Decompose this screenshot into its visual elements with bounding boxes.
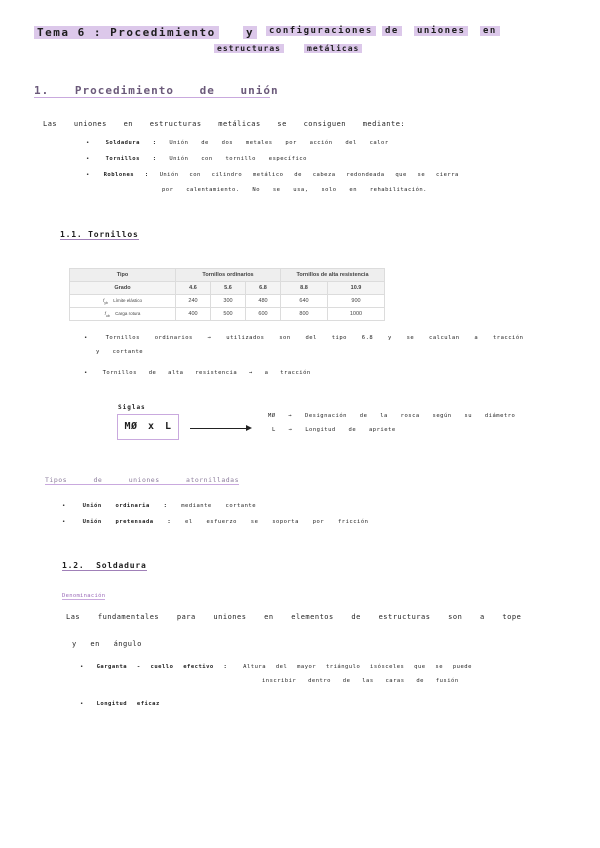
bullet-term: Roblones : — [103, 172, 149, 178]
table-cell: 800 — [281, 308, 328, 321]
bullet-desc: Altura del mayor triángulo isósceles que se puede — [243, 664, 472, 670]
list-item — [80, 701, 160, 707]
title-word: de — [382, 26, 402, 36]
table-cell: 500 — [211, 308, 246, 321]
table-cell: 240 — [176, 295, 211, 308]
table-cell: Grado — [70, 282, 176, 295]
subsection-heading: 1.1. Tornillos — [60, 230, 139, 239]
bullet-desc: Unión con tornillo específico — [169, 156, 307, 162]
list-item — [86, 140, 466, 146]
list-item — [80, 664, 570, 670]
subsection-heading: 1.2. Soldadura — [62, 561, 147, 570]
symbol-sub: ub — [105, 313, 110, 318]
table-cell: 5.6 — [211, 282, 246, 295]
bullet-term: Unión pretensada : — [82, 519, 172, 525]
list-item — [84, 370, 384, 376]
note-text: Tornillos de alta resistencia → a tracción — [102, 370, 311, 376]
table-cell: Tornillos ordinarios — [176, 269, 281, 282]
table-cell — [70, 308, 176, 321]
table-row — [70, 308, 385, 321]
table-cell: 600 — [246, 308, 281, 321]
table-cell: 6.8 — [246, 282, 281, 295]
siglas-line: MØ → Designación de la rosca según su diámetro — [268, 413, 516, 419]
bullet-desc-cont: inscribir dentro de las caras de fusión — [262, 678, 459, 684]
table-cell: 10.9 — [328, 282, 385, 295]
siglas-label: Siglas — [118, 404, 146, 411]
siglas-formula: MØ x L — [117, 414, 179, 440]
list-item — [86, 156, 466, 162]
arrow-icon — [190, 428, 248, 429]
table-cell: 300 — [211, 295, 246, 308]
section-heading: 1. Procedimiento de unión — [34, 84, 279, 97]
bullet-desc: mediante cortante — [181, 503, 257, 509]
table-cell: 480 — [246, 295, 281, 308]
title-word: Tema 6 : Procedimiento — [34, 26, 219, 39]
list-item — [86, 172, 556, 178]
table-cell: 640 — [281, 295, 328, 308]
bullet-desc: Unión de dos metales por acción del calor — [169, 140, 389, 146]
bolts-table — [69, 268, 385, 321]
list-item — [62, 503, 256, 509]
section-intro: Las fundamentales para uniones en elementos de estructuras son a tope — [66, 613, 522, 621]
title-line-2 — [214, 44, 374, 58]
table-cell: 8.8 — [281, 282, 328, 295]
table-row — [70, 282, 385, 295]
siglas-line: L → Longitud de apriete — [272, 427, 396, 433]
table-row — [70, 269, 385, 282]
title-line-1 — [34, 26, 514, 42]
bullet-term: Longitud eficaz — [96, 701, 160, 707]
table-cell: 900 — [328, 295, 385, 308]
table-cell: 4.6 — [176, 282, 211, 295]
table-cell: 400 — [176, 308, 211, 321]
section-intro: Las uniones en estructuras metálicas se consiguen mediante: — [43, 120, 406, 128]
title-word: en — [480, 26, 500, 36]
row-name: Carga rotura — [115, 310, 141, 316]
title-word: metálicas — [304, 44, 362, 53]
section-intro-cont: y en ángulo — [72, 640, 142, 648]
bullet-term: Unión ordinaria : — [82, 503, 168, 509]
section-heading: Tipos de uniones atornilladas — [45, 476, 239, 484]
title-word: uniones — [414, 26, 468, 36]
note-text-cont: y cortante — [96, 349, 144, 355]
title-word: estructuras — [214, 44, 284, 53]
list-item — [84, 335, 564, 341]
table-cell: Tipo — [70, 269, 176, 282]
title-word: y — [243, 26, 257, 39]
symbol: f — [104, 310, 106, 316]
arrow-head-icon — [246, 425, 252, 431]
symbol-sub: yb — [104, 300, 108, 305]
subsection-subheading: Denominación — [62, 593, 106, 599]
list-item — [62, 519, 368, 525]
note-text: Tornillos ordinarios → utilizados son del tipo 6.8 y se calculan a tracción — [105, 335, 524, 341]
table-cell: 1000 — [328, 308, 385, 321]
table-cell — [70, 295, 176, 308]
bullet-term: Tornillos : — [105, 156, 157, 162]
table-row — [70, 295, 385, 308]
bullet-desc: Unión con cilindro metálico de cabeza redondeada que se cierra — [159, 172, 459, 178]
table-cell: Tornillos de alta resistencia — [281, 269, 385, 282]
bullet-desc: el esfuerzo se soporta por fricción — [185, 519, 369, 525]
bullet-desc-cont: por calentamiento. No se usa, solo en rehabilitación. — [162, 187, 427, 193]
bullet-term: Soldadura : — [105, 140, 157, 146]
bullet-term: Garganta - cuello efectivo : — [96, 664, 228, 670]
row-name: Límite elástico — [113, 297, 142, 303]
symbol: f — [103, 297, 105, 303]
title-word: configuraciones — [266, 26, 376, 36]
